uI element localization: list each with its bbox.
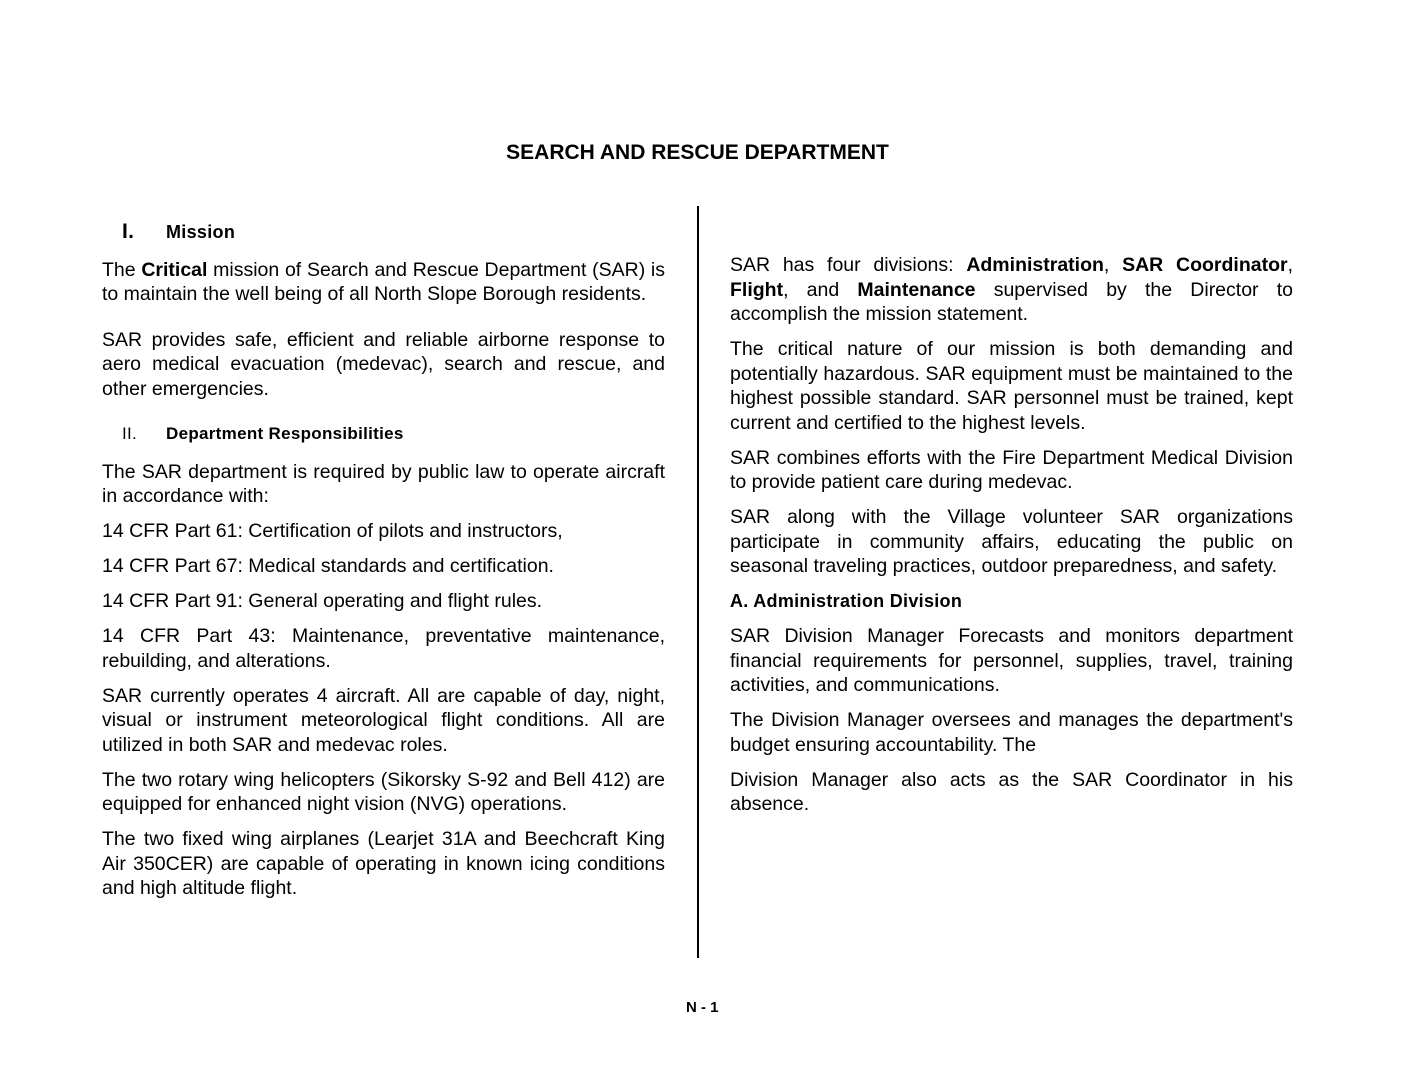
rotary-wing-paragraph: The two rotary wing helicopters (Sikorsky S-92 and Bell 412) are equipped for enhanced night vision (NVG) operations. bbox=[102, 768, 665, 815]
right-column bbox=[730, 253, 1293, 827]
cfr-item: 14 CFR Part 61: Certification of pilots and instructors, bbox=[102, 520, 563, 542]
column-divider bbox=[697, 206, 699, 958]
bold-division: Maintenance bbox=[857, 278, 976, 301]
section-heading-mission bbox=[102, 220, 665, 245]
text-run: supervised by the Director to accomplish the mission statement. bbox=[730, 278, 1293, 325]
page-number: N - 1 bbox=[686, 999, 719, 1016]
bold-division: Flight bbox=[730, 278, 784, 301]
village-paragraph: SAR along with the Village volunteer SAR organizations participate in community affairs, educating the public on seasonal traveling practices, outdoor preparedness, and safety. bbox=[730, 506, 1293, 577]
critical-nature-paragraph: The critical nature of our mission is both demanding and potentially hazardous. SAR equipment must be maintained to the highest possible standard. SAR personnel must be trained, kept current and certified to the highest levels. bbox=[730, 338, 1293, 434]
section-title: Department Responsibilities bbox=[166, 424, 404, 443]
cfr-item: 14 CFR Part 67: Medical standards and certification. bbox=[102, 555, 554, 577]
responsibilities-intro: The SAR department is required by public law to operate aircraft in accordance with: bbox=[102, 460, 665, 507]
text-run: SAR has four divisions: bbox=[730, 254, 967, 276]
mission-paragraph-2: SAR provides safe, efficient and reliable airborne response to aero medical evacuation (medevac), search and rescue, and other emergencies. bbox=[102, 328, 665, 400]
text-run: , bbox=[1103, 254, 1123, 276]
text-run: The bbox=[102, 258, 142, 281]
bold-division: Administration bbox=[966, 254, 1104, 276]
text-run: mission of Search and Rescue Department (SAR) is to maintain the well being of all North Slope Borough residents. bbox=[102, 258, 665, 305]
admin-paragraph-2: The Division Manager oversees and manages the department's budget ensuring accountability. The bbox=[730, 709, 1293, 756]
admin-paragraph-3: Division Manager also acts as the SAR Coordinator in his absence. bbox=[730, 768, 1293, 815]
section-title: Mission bbox=[166, 222, 236, 242]
subsection-heading-administration: A. Administration Division bbox=[730, 591, 963, 611]
divisions-paragraph bbox=[730, 253, 1293, 327]
page-title: SEARCH AND RESCUE DEPARTMENT bbox=[506, 141, 889, 164]
fixed-wing-paragraph: The two fixed wing airplanes (Learjet 31A and Beechcraft King Air 350CER) are capable of operating in known icing conditions and high altitude flight. bbox=[102, 828, 665, 899]
cfr-item: 14 CFR Part 91: General operating and flight rules. bbox=[102, 590, 543, 612]
section-number: II. bbox=[122, 424, 138, 443]
left-column bbox=[102, 220, 665, 911]
admin-paragraph-1: SAR Division Manager Forecasts and monitors department financial requirements for personnel, supplies, travel, training activities, and communications. bbox=[730, 625, 1293, 696]
bold-critical: Critical bbox=[141, 258, 208, 281]
fire-department-paragraph: SAR combines efforts with the Fire Department Medical Division to provide patient care during medevac. bbox=[730, 446, 1293, 493]
aircraft-paragraph: SAR currently operates 4 aircraft. All are capable of day, night, visual or instrument meteorological flight conditions. All are utilized in both SAR and medevac roles. bbox=[102, 684, 665, 756]
bold-division: SAR Coordinator bbox=[1122, 254, 1288, 276]
mission-paragraph-1 bbox=[102, 258, 665, 307]
text-run: , and bbox=[783, 278, 858, 301]
section-heading-responsibilities bbox=[102, 422, 665, 447]
text-run: , bbox=[1287, 254, 1293, 276]
section-number: I. bbox=[122, 220, 135, 243]
cfr-item: 14 CFR Part 43: Maintenance, preventative maintenance, rebuilding, and alterations. bbox=[102, 625, 665, 672]
